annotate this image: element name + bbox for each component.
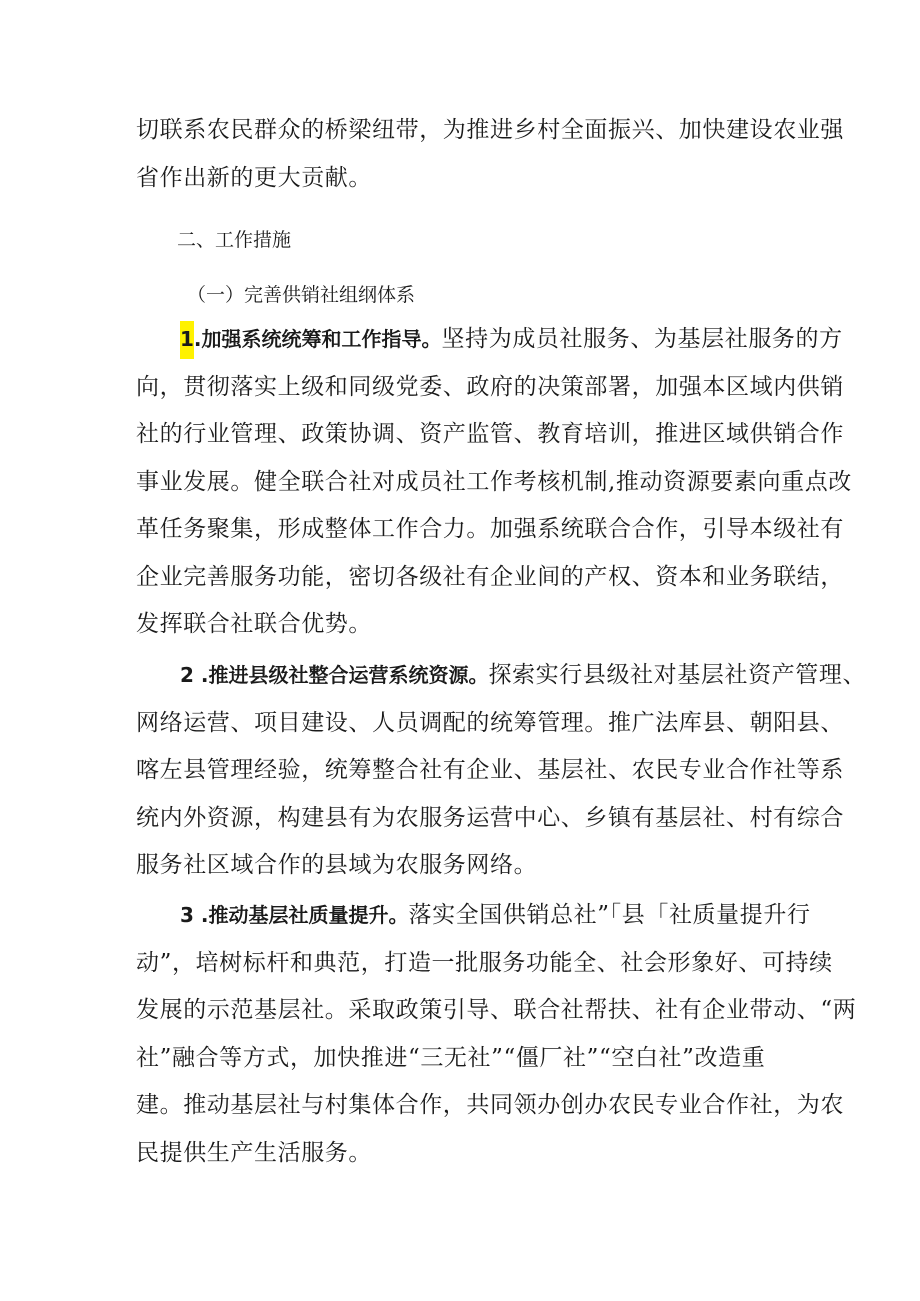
item-2-number: 2 — [180, 663, 194, 687]
item-3-line: 社”融合等方式，加快推进“三无社”“僵厂社”“空白社”改造重 — [136, 1044, 766, 1071]
subsection-title: （一）完善供销社组纲体系 — [187, 284, 416, 306]
item-1-line: 企业完善服务功能，密切各级社有企业间的产权、资本和业务联结， — [136, 563, 844, 590]
intro-paragraph — [136, 107, 844, 202]
item-1-line: 革任务聚集，形成整体工作合力。加强系统联合合作，引导本级社有 — [136, 516, 844, 542]
item-2-line: 统内外资源，构建县有为农服务运营中心、乡镇有基层社、村有综合 — [136, 804, 844, 831]
intro-line: 省作出新的更大贡献。 — [136, 164, 372, 191]
item-1-first-text: 坚持为成员社服务、为基层社服务的方 — [441, 326, 843, 352]
item-2-title: .推进县级社整合运营系统资源。 — [193, 663, 489, 687]
item-1-line: 事业发展。健全联合社对成员社工作考核机制,推动资源要素向重点改 — [136, 468, 852, 495]
item-3-number: 3 — [180, 903, 194, 927]
item-3-line: 发展的示范基层社。采取政策引导、联合社帮扶、社有企业带动、“两 — [136, 997, 857, 1023]
intro-line: 切联系农民群众的桥梁纽带，为推进乡村全面振兴、加快建设农业强 — [136, 117, 844, 143]
item-2-line: 网络运营、项目建设、人员调配的统筹管理。推广法库县、朝阳县、 — [136, 709, 844, 736]
item-3-first-line — [136, 892, 811, 940]
item-2-first-text: 探索实行县级社对基层社资产管理、 — [488, 662, 867, 688]
item-2-line: 服务社区域合作的县域为农服务网络。 — [136, 852, 538, 878]
item-3-title: .推动基层社质量提升。 — [193, 903, 409, 927]
item-2-first-line — [136, 652, 867, 700]
item-3-line: 建。推动基层社与村集体合作，共同领办创办农民专业合作社，为农 — [136, 1092, 844, 1118]
item-3-line: 动”，培树标杆和典范，打造一批服务功能全、社会形象好、可持续 — [136, 949, 833, 976]
item-2-paragraph — [136, 652, 867, 890]
item-1-line: 发挥联合社联合优势。 — [136, 611, 372, 637]
item-3-first-text: 落实全国供销总社”「县「社质量提升行 — [408, 902, 811, 928]
item-1-first-line — [136, 316, 843, 364]
section-title: 二、工作措施 — [177, 229, 292, 251]
item-1-title: .加强系统统筹和工作指导。 — [193, 327, 442, 351]
item-2-line: 喀左县管理经验，统筹整合社有企业、基层社、农民专业合作社等系 — [136, 757, 844, 783]
item-3-paragraph — [136, 892, 857, 1177]
item-1-line: 向，贯彻落实上级和同级党委、政府的决策部署，加强本区域内供销 — [136, 373, 844, 400]
item-1-paragraph — [136, 316, 852, 649]
item-3-line: 民提供生产生活服务。 — [136, 1139, 372, 1166]
item-1-number: 1 — [180, 321, 194, 359]
item-1-line: 社的行业管理、政策协调、资产监管、教育培训，推进区域供销合作 — [136, 421, 844, 447]
